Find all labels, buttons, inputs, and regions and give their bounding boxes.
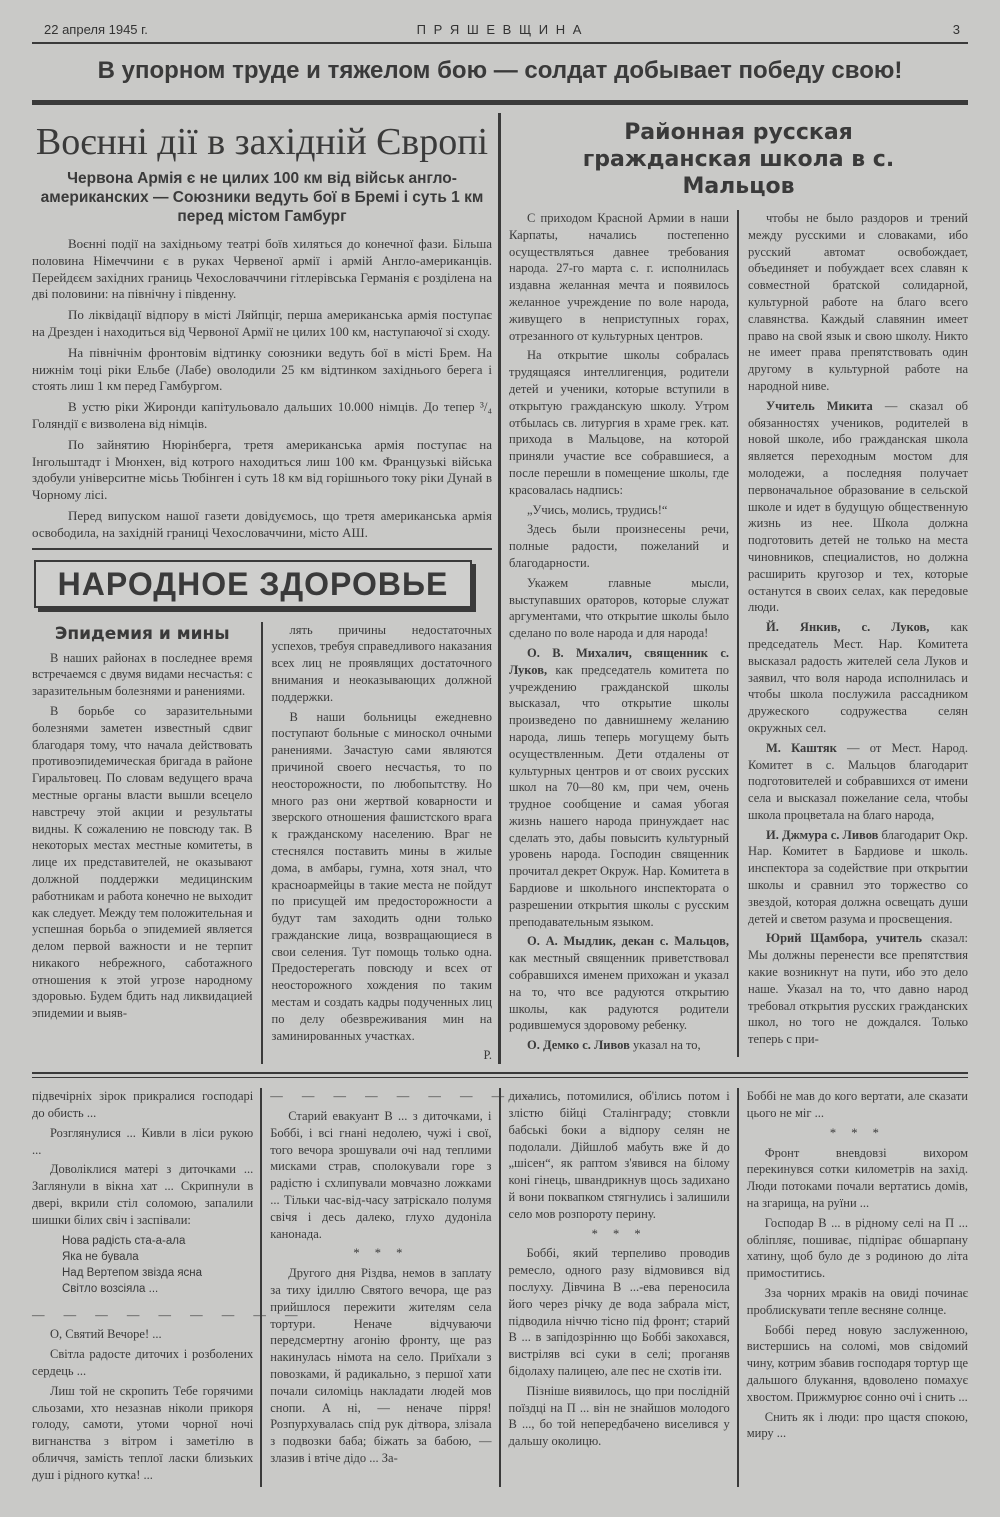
- paragraph: Юрий Щамбора, учитель сказал: Мы должны перенести все препятствия какие возникнут на пути, ибо это дело наше. Указал на то, что давно народ требовал открытия русских гражданских школ, но того не дождался. Только теперь с при-: [748, 931, 968, 1047]
- health-col1: [32, 622, 253, 1065]
- paragraph: Пізніше виявилось, що при послідній поїздці на П ... він не знайшов молодого В ..., бо той непередбачено виселився у дальшу околицю.: [508, 1383, 730, 1449]
- stars-separator: * * *: [829, 1125, 885, 1140]
- signature: Р.: [483, 1048, 492, 1063]
- paragraph: Воєнні події на західньому театрі боїв хиляться до конечної фази. Більша половина Німеччини є в руках Червеної армії і армій Англо-американців. Перейдєєм західних границь Чехословаччини гітлерівська Германія є розділена на дві половини: на північну і південну.: [32, 236, 492, 302]
- issue-date: 22 апреля 1945 г.: [44, 22, 148, 37]
- paragraph: Лиш той не скропить Тебе горячими сльозами, хто незазнав ніколи прикоря голоду, самоти, утоми чорної ночі вигнанства з вітром і заметілю в обличчя, замість теплої ласки близьких душ і рідного кутка! ...: [32, 1383, 254, 1482]
- paragraph: Боббі, який терпеливо проводив ремесло, одного разу відмовився від послуху. Дівчина В ...-ева переносила його через річку де вода забрала міст, підводила ніччю тісно під фронт; старий В ... в запідозрінню що Боббі закохався, вистріляв всі суки в селі; проганяв бідолаху палицею, але пес не схотів іти.: [508, 1246, 730, 1379]
- paragraph: Й. Янкив, с. Луков, как председатель Мест. Нар. Комитета высказал радость жителей села Луков и заявил, что воля народа исполнилась и чтобы школа послужила рассадником дружеского содружества селян окружных сел.: [748, 620, 968, 735]
- war-article-subtitle: Червона Армія є не цилих 100 км від військ англо-американских — Союзники ведуть бої в Бремі і суть 1 км перед містом Гамбург: [40, 170, 484, 225]
- health-col2: [261, 622, 493, 1065]
- paragraph: „Учись, молись, трудись!“: [527, 502, 668, 517]
- poem: [32, 1233, 253, 1297]
- dash-separator: — — — — — — — — —: [32, 1307, 306, 1322]
- section-rule: [32, 548, 492, 550]
- paragraph: О. А. Мыдлик, декан с. Мальцов, как местный священник приветствовал собравшихся именем прихожан и указал на то, что все радуются открытию школы, как радуются родители родившемуся здоровому ребенку.: [509, 934, 729, 1033]
- section-rule: [32, 1077, 968, 1078]
- dash-separator: — — — — — — — — —: [270, 1089, 544, 1104]
- paragraph: Боббі перед новую заслуженною, вистершись на соломі, мов свідомий чину, котрим збавив господаря тортур ще дальшого блукання, вдоволено помахує хвостом. Прижмурює сонно очі і снить ...: [746, 1322, 968, 1404]
- paragraph: Укажем главные мысли, выступавших ораторов, которые служат аргументами, что открытие школы было сделано по воле народа и для народа!: [509, 575, 729, 641]
- left-column: [32, 113, 498, 1064]
- paragraph: И. Джмура с. Ливов благодарит Окр. Нар. Комитет в Бардиове и школь. инспектора за содействие при открытии школы и сравнил это торжество со звездой, которая должна освещать души детей и светом разума и просвещения.: [748, 827, 968, 926]
- story-col3: [499, 1088, 730, 1486]
- paragraph: Учитель Микита — сказал об обязанностях учеников, родителей в новой школе, ибо гражданская школа является переходным мостом для молодежи, а последняя получает первоначальное образование в сельской школе и идет в будущую общественную жизнь из нее. Школа должна подготовить детей не только на места чиновников, специалистов, но должна расширить кругозор и тех, которые останутся в своих селах, как передовые люди.: [748, 398, 968, 615]
- section-rule: [32, 1072, 968, 1074]
- paragraph: Фронт вневдовзі вихором перекинувся сотки километрів на захід. Люди потоками почали вертатись домів, на згарища, на руїни ...: [746, 1145, 968, 1211]
- story-section: [32, 1088, 968, 1486]
- story-col1: [32, 1088, 306, 1486]
- paragraph: М. Каштяк — от Мест. Народ. Комитет в с. Мальцов благодарит подготовителей и собравшихся от имени села и высказал пожелание села, чтобы школа процветала на благо народа,: [748, 740, 968, 822]
- paragraph: чтобы не было раздоров и трений между русскими и словаками, ибо русский автомат освобождает, объединяет и побуждает всех славян к совместной братской солидарной, культурной работе на благо всего славянства. Каждый славянин имеет право на свой язык и свою школу. Никто не имеет права препятствовать один другому в культурной работе на народной ниве.: [748, 211, 968, 393]
- poem-line: Світло возсіяла ...: [62, 1282, 159, 1295]
- paragraph: В устю ріки Жиронди капітульовало дальших 10.000 німців. До тепер ³/₄ Голяндії є визволена від німців.: [32, 399, 492, 431]
- stars-separator: * * *: [591, 1226, 647, 1241]
- paragraph: Господар В ... в рідному селі на П ... обліпляє, пошиває, підпірає обшарпану хатину, щоб було де з родиною до літа примоститись.: [746, 1215, 968, 1281]
- health-article-title: Эпидемия и мины: [54, 623, 230, 644]
- paragraph: Здесь были произнесены речи, полные радости, пожеланий и благодарности.: [509, 522, 729, 570]
- newspaper-name: П Р Я Ш Е В Щ И Н А: [416, 22, 584, 37]
- page-number: 3: [952, 22, 960, 37]
- paragraph: О, Святий Вечоре! ...: [50, 1327, 162, 1342]
- paragraph: Старий евакуант В ... з диточками, і Боббі, і всі гнані недолею, чужі і свої, того вечора зрошували очі над теплими мисками страв, сполокували горе з радістю і схлипували мовчазно ложками ... Тільки час-від-часу затріскало полумя свічя і десь далеко, глухо дудоніла канонада.: [270, 1109, 492, 1241]
- paragraph: В борьбе со заразительными болезнями заметен известный сдвиг благодаря тому, что начала действовать противоэпидемическая бригада в районе Гиральтовец. По словам ведущего врача местные органы власти вышли всецело навстречу этой акции и результаты видны. К сожалению не повсюду так. В некоторых местах местные комитеты, в лице их представителей, не оказывают должной поддержки медицинским работникам и работа конечно не выходит как следует. Между тем положительная и успешная борьба о эпидемией является делом первой важности и не терпит никакого небрежного, саботажного отношения к этой угрозе народному здоровью. Будем бдить над ликвидацией эпидемии и выяв-: [32, 703, 253, 1021]
- paragraph: По ліквідації відпору в місті Ляйпціг, перша американська армія поступає на Дрезден і находиться від Червоної Армії не цилих 100 км, наступаючої зі сходу.: [32, 307, 492, 339]
- school-columns: [509, 210, 968, 1057]
- paragraph: лять причины недостаточных успехов, требуя справедливого наказания всех лиц не проявлящих достаточного внимания и неоказывающих должной поддержки.: [271, 622, 492, 704]
- war-article-title: Воєнні дії в західній Європі: [35, 121, 489, 163]
- school-article-col2: [737, 210, 968, 1057]
- paragraph: Світла радосте диточих і розболених сердець ...: [32, 1347, 254, 1379]
- page-header: [32, 20, 968, 42]
- paragraph: Боббі не мав до кого вертати, але сказати цього не міг ...: [746, 1089, 968, 1121]
- poem-line: Нова радість ста-а-ала: [62, 1234, 186, 1247]
- paragraph: О. Демко с. Ливов указал на то,: [527, 1038, 701, 1053]
- paragraph: В наши больницы ежедневно поступают больные с миноскол очными ранениями. Зачастую сами являются причиной своего несчастья, то по неосторожности, по любопытству. Но много раз они жертвой коварности и зверского отношения фашистского врага к гражданскому населению. Враг не стеснялся поставить мины в жилые дома, в амбары, гумна, хотя знал, что красноармейцы в такие места не пойдут по присущей им предосторожности а будут там заходить одни только гражданские лица, возвращающиеся в свои селения. Тут помощь только одна. Предостерегать повсюду и всех от неосторожного хождения по таким местам и создать кадры подученных лиц по делу обезвреживания мин на заминированных участках.: [271, 709, 492, 1043]
- right-column: [501, 113, 968, 1064]
- paragraph: дихались, потомилися, об'ілись потом і злістю бійці Сталінграду; стовкли бабські боки а відпору селян не подолали. Дійшлоб мабуть вже й до „шісен“, як раптом з'явився на білому коні гінець, швандрикнув щось задихано й вони поквапком стягнулись і залишили село мов розпороту перину.: [508, 1089, 730, 1221]
- poem-line: Яка не бувала: [62, 1250, 139, 1263]
- paragraph: Снить як і люди: про щастя спокою, миру ...: [746, 1409, 968, 1441]
- paragraph: підвечірніх зірок прикралися господарі до обисть ...: [32, 1089, 254, 1121]
- slogan: В упорном труде и тяжелом бою — солдат добывает победу свою!: [97, 57, 903, 84]
- school-article-col1: [509, 210, 729, 1057]
- school-article-title: Районная русская гражданская школа в с. Мальцов: [582, 120, 895, 199]
- paragraph: На північнім фронтовім відтинку союзники ведуть бої в місті Брем. На нижнім тоці ріки Ельбе (Лабе) оволодили 25 км відтинком західнього берега і стоять лиш 1 км перед Гамбургом.: [32, 344, 492, 394]
- paragraph: О. В. Михалич, священник с. Луков, как председатель комитета по учреждению гражданской школы высказал, что открытие школы произведено по давнишнему желанию народа, лишь теперь могущему быть осуществленным. Дети отдалены от культурных центров и от своих русских школ на 70—80 км, при чем, очень трудное сообщение и самая убогая жизнь нашего народа принуждает нас сделать это, дабы повысить культурный уровень народа. Господин священник прочитал декрет Окруж. Нар. Комитета в Бардиове и школьного инспектората о разрешении открытия школы с русским преподавательным языком.: [509, 645, 729, 929]
- paragraph: Доволіклися матері з диточками ... Заглянули в вікна хат ... Скрипнули в двері, вкрили стіл соломою, запалили шишки білих свіч і заспівали:: [32, 1162, 254, 1227]
- story-col4: [737, 1088, 968, 1486]
- paragraph: С приходом Красной Армии в наши Карпаты, начались постепенно осуществляться давнее требования народа. 27-го марта с. г. исполнилась издавна желанная мечта и появилось желанное учреждение по воле народа, живущего в неприступных горах, отрезанного от культурных центров.: [509, 211, 729, 343]
- paragraph: На открытие школы собралась трудящаяся интеллигенция, родители детей и ученики, которые вступили в открытую гражданскую школу. Утром отбылась св. литургия в храме грек. кат. прихода в Мальцове, на которой приняли участие все собравшиеся, а после перешли в помещение школы, где красовалась надпись:: [509, 348, 729, 497]
- poem-line: Над Вертепом звізда ясна: [62, 1266, 203, 1279]
- paragraph: В наших районах в последнее время встречаемся с двумя видами несчастья: с заразительным болезнями и ранениями.: [32, 650, 253, 699]
- paragraph: По зайнятию Нюрінберга, третя американська армія поступає на Інгольштадт і Мюнхен, від котрого находиться лиш 100 км. Французькі війська здобули університне місьь Тюбінген і суть 18 км від горішнього току ріки Дунай в Чорному лісі.: [32, 436, 492, 503]
- story-col2: [260, 1088, 544, 1486]
- health-columns: [32, 622, 492, 1065]
- health-banner: НАРОДНОЕ ЗДОРОВЬЕ: [34, 560, 472, 608]
- paragraph: Зза чорних мраків на овиді починає проблискувати тепле весняне солнце.: [746, 1286, 968, 1317]
- slogan-rule: [32, 100, 968, 105]
- paragraph: Другого дня Різдва, немов в заплату за тиху ідиллю Святого вечора, ще раз прийшлося пережити жителям села тортури. Неначе відчуваючи передсмертну агонію фронту, ще раз накинулась німота на село. Приїхали з повозками, й радикально, з першої хати почали силоміць накладати людей мов снопи. А ні, — неначе пірря! Розпурхувалась спід рук дітвора, злізала з подвозки баба; біжать за бабою, — злазив і втіче дідо ... За-: [270, 1266, 492, 1465]
- stars-separator: * * *: [353, 1246, 409, 1261]
- top-section: [32, 113, 968, 1064]
- war-article-body: [32, 236, 492, 542]
- paragraph: Розглянулися ... Кивли в ліси рукою ...: [32, 1125, 254, 1157]
- paragraph: Перед випуском нашої газети довідуємось, що третя американська армія освободила, на західній границі Чехословаччини, місто АШ.: [32, 507, 492, 540]
